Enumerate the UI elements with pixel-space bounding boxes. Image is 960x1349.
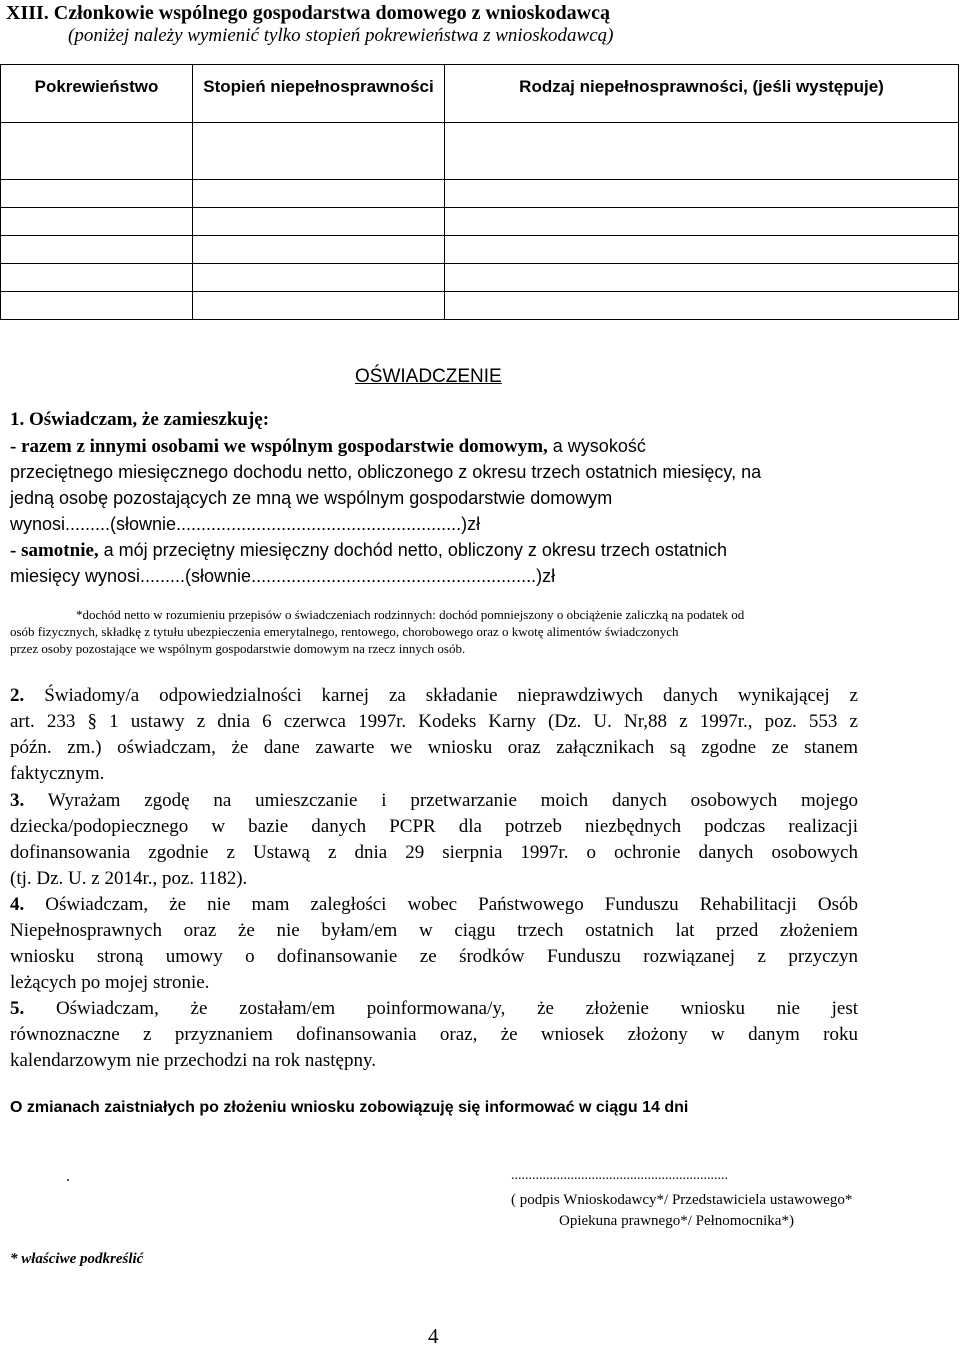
degree-cell[interactable] bbox=[193, 292, 445, 320]
p1-option-together bbox=[10, 436, 646, 458]
table-row bbox=[1, 208, 959, 236]
p1-option-alone bbox=[10, 540, 727, 562]
p1-line4: jedną osobę pozostających ze mną we wspólnym gospodarstwie domowym bbox=[10, 488, 613, 508]
p4-line-3: wniosku stroną umowy o dofinansowanie ze środków Funduszu rozwiązanej z przyczyn bbox=[10, 946, 858, 967]
footnote-line-3: przez osoby pozostające we wspólnym gospodarstwie domowym na rzecz innych osób. bbox=[10, 641, 466, 656]
p4-line-2: Niepełnosprawnych oraz że nie byłam/em w ciągu trzech ostatnich lat przed złożeniem bbox=[10, 920, 858, 941]
p1-line3: przeciętnego miesięcznego dochodu netto, obliczonego z okresu trzech ostatnich miesięcy, na bbox=[10, 462, 762, 482]
underline-note: * właściwe podkreślić bbox=[10, 1251, 144, 1267]
relationship-cell[interactable] bbox=[1, 292, 193, 320]
page-number: 4 bbox=[428, 1324, 439, 1348]
header-disability-type: Rodzaj niepełnosprawności, (jeśli występuje) bbox=[445, 65, 959, 123]
p1-opt1-rest: a wysokość bbox=[547, 436, 646, 456]
p3-line-3: dofinansowania zgodnie z Ustawą z dnia 29 sierpnia 1997r. o ochronie danych osobowych bbox=[10, 842, 858, 863]
p5-line-1 bbox=[10, 998, 858, 1020]
p1-opt2-rest: a mój przeciętny miesięczny dochód netto, obliczony z okresu trzech ostatnich bbox=[98, 540, 727, 560]
degree-cell[interactable] bbox=[193, 264, 445, 292]
p2-line-2: art. 233 § 1 ustawy z dnia 6 czerwca 1997r. Kodeks Karny (Dz. U. Nr,88 z 1997r., poz. 553 z bbox=[10, 711, 858, 732]
p2-line-3: późn. zm.) oświadczam, że dane zawarte we wniosku oraz załącznikach są zgodne ze stanem bbox=[10, 737, 858, 758]
declaration-title: OŚWIADCZENIE bbox=[355, 366, 502, 387]
table-row bbox=[1, 292, 959, 320]
p3-line-4: (tj. Dz. U. z 2014r., poz. 1182). bbox=[10, 868, 248, 889]
date-place-dot: . bbox=[66, 1168, 70, 1185]
relationship-cell[interactable] bbox=[1, 208, 193, 236]
p1-opt1-bold: - razem z innymi osobami we wspólnym gospodarstwie domowym, bbox=[10, 436, 548, 457]
relationship-cell[interactable] bbox=[1, 180, 193, 208]
header-relationship: Pokrewieństwo bbox=[1, 65, 193, 123]
p5-text-1: Oświadczam, że zostałam/em poinformowana/y, że złożenie wniosku nie jest bbox=[24, 998, 858, 1019]
p2-line-4: faktycznym. bbox=[10, 763, 105, 784]
p3-text-1: Wyrażam zgodę na umieszczanie i przetwarzanie moich danych osobowych mojego bbox=[24, 790, 858, 811]
table-row bbox=[1, 123, 959, 180]
type-cell[interactable] bbox=[445, 208, 959, 236]
type-cell[interactable] bbox=[445, 236, 959, 264]
type-cell[interactable] bbox=[445, 180, 959, 208]
p2-line-1 bbox=[10, 685, 858, 707]
p4-line-4: leżących po mojej stronie. bbox=[10, 972, 210, 993]
p1-lead: 1. Oświadczam, że zamieszkuję: bbox=[10, 409, 270, 430]
p5-line-2: równoznaczne z przyznaniem dofinansowania oraz, że wniosek złożony w danym roku bbox=[10, 1024, 858, 1045]
footnote-line-1: *dochód netto w rozumieniu przepisów o świadczeniach rodzinnych: dochód pomniejszony o obciążenie zaliczką na podatek od bbox=[76, 607, 745, 622]
relationship-cell[interactable] bbox=[1, 123, 193, 180]
degree-cell[interactable] bbox=[193, 236, 445, 264]
p4-number: 4. bbox=[10, 894, 25, 915]
relationship-cell[interactable] bbox=[1, 264, 193, 292]
household-members-table bbox=[0, 64, 959, 320]
signature-caption-2: Opiekuna prawnego*/ Pełnomocnika*) bbox=[559, 1213, 794, 1229]
degree-cell[interactable] bbox=[193, 208, 445, 236]
type-cell[interactable] bbox=[445, 123, 959, 180]
p1-opt2-bold: - samotnie, bbox=[10, 540, 99, 561]
table-row bbox=[1, 180, 959, 208]
p4-text-1: Oświadczam, że nie mam zaległości wobec Państwowego Funduszu Rehabilitacji Osób bbox=[24, 894, 858, 915]
p4-line-1 bbox=[10, 894, 858, 916]
p5-number: 5. bbox=[10, 998, 25, 1019]
section-title: XIII. Członkowie wspólnego gospodarstwa domowego z wnioskodawcą bbox=[6, 2, 610, 24]
p3-line-1 bbox=[10, 790, 858, 812]
p3-line-2: dziecka/podopiecznego w bazie danych PCPR dla potrzeb niezbędnych podczas realizacji bbox=[10, 816, 858, 837]
p1-line7: miesięcy wynosi.........(słownie.........................................................)zł bbox=[10, 566, 556, 586]
p2-number: 2. bbox=[10, 685, 25, 706]
header-disability-degree: Stopień niepełnosprawności bbox=[193, 65, 445, 123]
signature-caption-1: ( podpis Wnioskodawcy*/ Przedstawiciela ustawowego* bbox=[511, 1192, 853, 1208]
table-row bbox=[1, 236, 959, 264]
degree-cell[interactable] bbox=[193, 180, 445, 208]
p3-number: 3. bbox=[10, 790, 25, 811]
degree-cell[interactable] bbox=[193, 123, 445, 180]
type-cell[interactable] bbox=[445, 292, 959, 320]
p5-line-3: kalendarzowym nie przechodzi na rok następny. bbox=[10, 1050, 376, 1071]
table-row bbox=[1, 264, 959, 292]
notify-statement: O zmianach zaistniałych po złożeniu wniosku zobowiązuję się informować w ciągu 14 dni bbox=[10, 1099, 689, 1116]
footnote-line-2: osób fizycznych, składkę z tytułu ubezpieczenia emerytalnego, rentowego, chorobowego oraz o kwotę alimentów świadczonych bbox=[10, 624, 679, 639]
p1-line5: wynosi.........(słownie.........................................................)zł bbox=[10, 514, 481, 534]
signature-line[interactable]: .............................................................. bbox=[511, 1168, 728, 1183]
relationship-cell[interactable] bbox=[1, 236, 193, 264]
p2-text-1: Świadomy/a odpowiedzialności karnej za składanie nieprawdziwych danych wynikającej z bbox=[24, 685, 858, 706]
type-cell[interactable] bbox=[445, 264, 959, 292]
table-header-row bbox=[1, 65, 959, 123]
section-subtitle: (poniżej należy wymienić tylko stopień pokrewieństwa z wnioskodawcą) bbox=[68, 25, 614, 46]
